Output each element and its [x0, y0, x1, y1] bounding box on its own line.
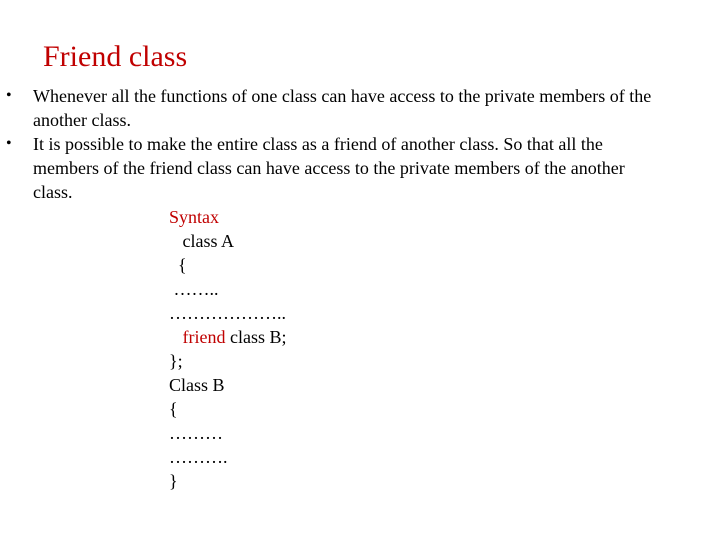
- code-line: ………: [169, 423, 223, 443]
- bullet-item: [0, 84, 653, 132]
- friend-declaration: class B;: [225, 327, 287, 347]
- code-line: Class B: [169, 375, 225, 395]
- bullet-icon: •: [6, 87, 12, 104]
- slide-title: Friend class: [43, 40, 188, 73]
- code-line: ……..: [169, 279, 219, 299]
- syntax-block: [169, 205, 286, 493]
- code-line: }: [169, 471, 178, 491]
- code-line: {: [169, 399, 178, 419]
- syntax-heading: Syntax: [169, 207, 220, 227]
- bullet-list: [0, 84, 720, 204]
- code-line: };: [169, 351, 183, 371]
- code-line: {: [169, 255, 187, 275]
- code-line: class A: [169, 231, 234, 251]
- bullet-item: [0, 132, 653, 204]
- bullet-text: Whenever all the functions of one class can have access to the private members of the another class.: [33, 86, 652, 130]
- code-line-friend: [169, 325, 286, 349]
- code-line: ………………..: [169, 303, 286, 323]
- code-line: ……….: [169, 447, 228, 467]
- bullet-icon: •: [6, 135, 12, 152]
- code-indent: [169, 327, 183, 347]
- bullet-text: It is possible to make the entire class as a friend of another class. So that all the members of the friend class can have access to the private members of the another class.: [33, 134, 625, 202]
- friend-keyword: friend: [182, 327, 226, 347]
